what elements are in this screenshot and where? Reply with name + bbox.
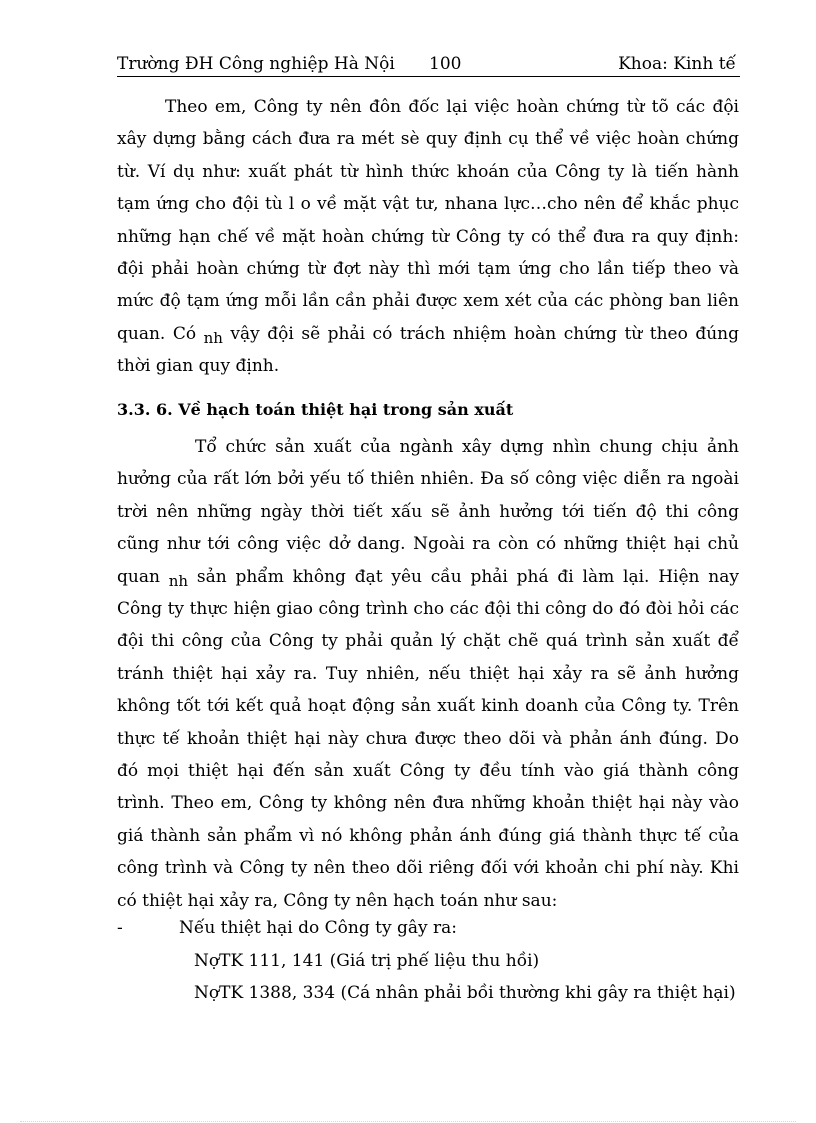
paragraph2-text-part2: sản phẩm không đạt yêu cầu phải phá đi làm lại. Hiện nay Công ty thực hiện giao công trình cho các đội thi công do đó đòi hỏi các đội thi công của Công ty phải quản lý chặt chẽ quá trình sản xuất để tránh thiệt hại xảy ra. Tuy nhiên, nếu thiệt hại xảy ra sẽ ảnh hưởng không tốt tới kết quả hoạt động sản xuất kinh doanh của Công ty. Trên thực tế khoản thiệt hại này chưa được theo dõi và phản ánh đúng. Do đó mọi thiệt hại đến sản xuất Công ty đều tính vào giá thành công trình. Theo em, Công ty không nên đưa những khoản thiệt hại này vào giá thành sản phẩm vì nó không phản ánh đúng giá thành thực tế của công trình và Công ty nên theo dõi riêng đối với khoản chi phí này. Khi có thiệt hại xảy ra, Công ty nên hạch toán như sau: <box>117 566 739 911</box>
header-school-name: Trường ĐH Công nghiệp Hà Nội <box>117 54 395 74</box>
header-page-number: 100 <box>429 54 462 74</box>
paragraph1-subscript: nh <box>203 328 223 347</box>
paragraph1-text-part1: Theo em, Công ty nên đôn đốc lại việc hoàn chứng từ tõ các đội xây dựng bằng cách đưa ra mét sè quy định cụ thể về việc hoàn chứng từ. Ví dụ như: xuất phát từ hình thức khoán của Công ty là tiến hành tạm ứng cho đội tù l o về mặt vật tư, nhana lực…cho nên để khắc phục những hạn chế về mặt hoàn chứng từ Công ty có thể đưa ra quy định: đội phải hoàn chứng từ đợt này thì mới tạm ứng cho lần tiếp theo và mức độ tạm ứng mỗi lần cần phải được xem xét của các phòng ban liên quan. Có <box>117 97 739 344</box>
paragraph2-subscript: nh <box>168 571 189 590</box>
header-faculty: Khoa: Kinh tế <box>618 54 736 74</box>
page-bottom-divider <box>20 1121 796 1122</box>
accounting-entry: NợTK 111, 141 (Giá trị phế liệu thu hồi) <box>194 951 540 971</box>
page-header <box>117 52 740 77</box>
paragraph-production-damage <box>117 431 739 917</box>
accounting-entry: NợTK 1388, 334 (Cá nhân phải bồi thường khi gây ra thiệt hại) <box>194 983 736 1003</box>
paragraph1-text-part2: vậy đội sẽ phải có trách nhiệm hoàn chứng từ theo đúng thời gian quy định. <box>117 323 739 377</box>
paragraph-document-completion <box>117 91 739 383</box>
bullet-dash: - <box>117 918 123 938</box>
bullet-text: Nếu thiệt hại do Công ty gây ra: <box>179 918 457 938</box>
section-heading: 3.3. 6. Về hạch toán thiệt hại trong sản xuất <box>117 400 514 419</box>
paragraph2-text-part1: Tổ chức sản xuất của ngành xây dựng nhìn chung chịu ảnh hưởng của rất lớn bởi yếu tố thiên nhiên. Đa số công việc diễn ra ngoài trời nên những ngày thời tiết xấu sẽ ảnh hưởng tới tiến độ thi công cũng như tới công việc dở dang. Ngoài ra còn có những thiệt hại chủ quan <box>117 437 739 587</box>
